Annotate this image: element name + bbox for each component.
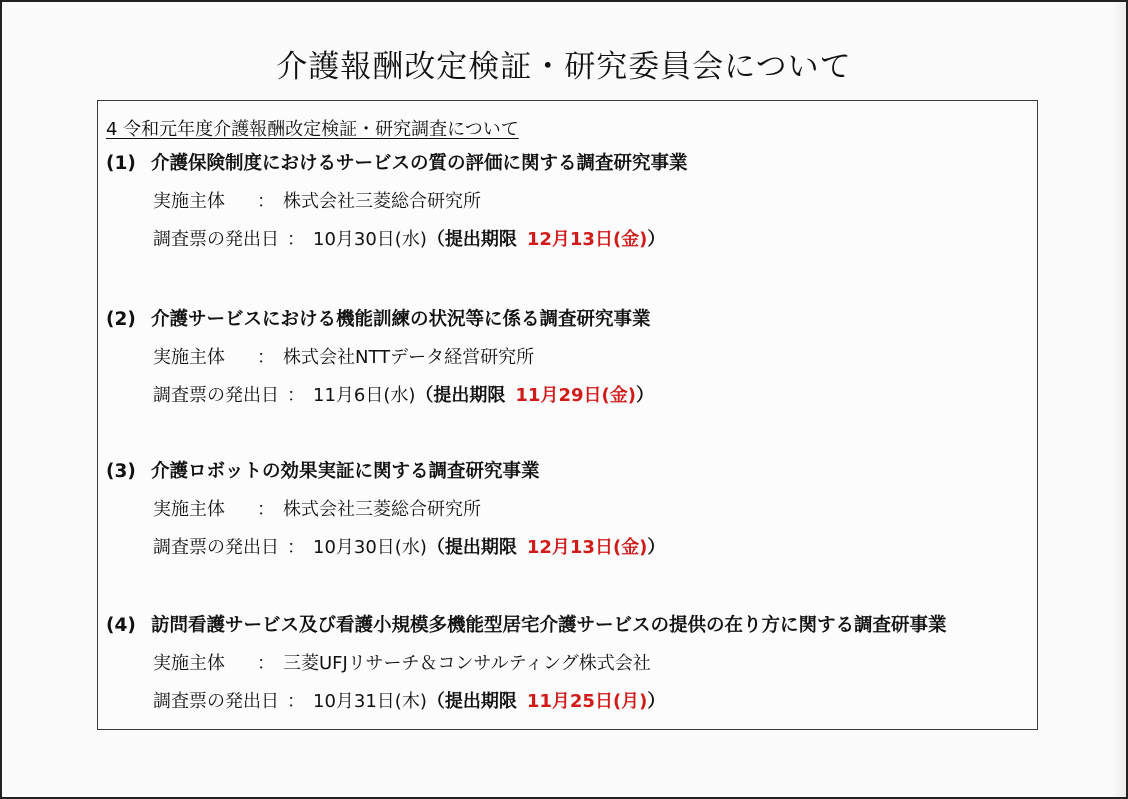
- separator: ：: [257, 347, 275, 368]
- separator: ：: [257, 191, 275, 212]
- dispatch-row: [153, 227, 1031, 253]
- implementer-label: 実施主体: [153, 499, 225, 520]
- research-item-1: [106, 151, 1031, 253]
- deadline-date: 11月29日(金): [515, 385, 636, 406]
- deadline-close: ）: [647, 691, 666, 712]
- item-number: (1): [106, 153, 136, 174]
- deadline-close: ）: [647, 229, 666, 250]
- content-box: [97, 100, 1038, 730]
- separator: ：: [257, 653, 275, 674]
- dispatch-label: 調査票の発出日: [153, 229, 279, 250]
- implementer-name: 株式会社三菱総合研究所: [283, 191, 481, 212]
- item-heading: [106, 613, 1031, 639]
- item-heading: [106, 307, 1031, 333]
- item-heading: [106, 459, 1031, 485]
- dispatch-date: 10月31日(木): [313, 691, 427, 712]
- separator: ：: [287, 229, 305, 250]
- item-number: (4): [106, 615, 136, 636]
- implementer-label: 実施主体: [153, 653, 225, 674]
- page-title: 介護報酬改定検証・研究委員会について: [276, 49, 852, 85]
- item-title: 介護サービスにおける機能訓練の状況等に係る調査研究事業: [151, 309, 651, 330]
- deadline-open: （提出期限: [426, 229, 517, 250]
- deadline-date: 11月25日(月): [526, 691, 648, 712]
- separator: ：: [287, 537, 305, 558]
- research-item-2: [106, 307, 1031, 409]
- dispatch-date: 10月30日(水): [313, 229, 427, 250]
- item-heading: [106, 151, 1031, 177]
- research-item-3: [106, 459, 1031, 561]
- deadline-close: ）: [647, 537, 666, 558]
- implementer-row: [153, 651, 1031, 677]
- deadline-open: （提出期限: [426, 691, 517, 712]
- dispatch-row: [153, 535, 1031, 561]
- item-number: (2): [106, 309, 136, 330]
- implementer-name: 株式会社NTTデータ経営研究所: [283, 347, 535, 368]
- implementer-row: [153, 345, 1031, 371]
- deadline-date: 12月13日(金): [526, 229, 648, 250]
- dispatch-date: 10月30日(水): [313, 537, 427, 558]
- item-title: 訪問看護サービス及び看護小規模多機能型居宅介護サービスの提供の在り方に関する調査研事業: [151, 615, 947, 636]
- research-item-4: [106, 613, 1031, 715]
- implementer-name: 三菱UFJリサーチ＆コンサルティング株式会社: [283, 653, 651, 674]
- dispatch-label: 調査票の発出日: [153, 691, 279, 712]
- separator: ：: [287, 691, 305, 712]
- separator: ：: [257, 499, 275, 520]
- deadline-date: 12月13日(金): [526, 537, 648, 558]
- implementer-label: 実施主体: [153, 191, 225, 212]
- implementer-row: [153, 189, 1031, 215]
- section-title: 4 令和元年度介護報酬改定検証・研究調査について: [106, 119, 519, 140]
- item-title: 介護ロボットの効果実証に関する調査研究事業: [151, 461, 540, 482]
- dispatch-row: [153, 383, 1031, 409]
- dispatch-row: [153, 689, 1031, 715]
- dispatch-label: 調査票の発出日: [153, 537, 279, 558]
- dispatch-date: 11月6日(水): [313, 385, 416, 406]
- item-number: (3): [106, 461, 136, 482]
- deadline-open: （提出期限: [415, 385, 506, 406]
- scan-edge-shadow: [1112, 2, 1126, 797]
- deadline-close: ）: [635, 385, 654, 406]
- implementer-name: 株式会社三菱総合研究所: [283, 499, 481, 520]
- separator: ：: [287, 385, 305, 406]
- deadline-open: （提出期限: [426, 537, 517, 558]
- implementer-row: [153, 497, 1031, 523]
- item-title: 介護保険制度におけるサービスの質の評価に関する調査研究事業: [151, 153, 688, 174]
- implementer-label: 実施主体: [153, 347, 225, 368]
- dispatch-label: 調査票の発出日: [153, 385, 279, 406]
